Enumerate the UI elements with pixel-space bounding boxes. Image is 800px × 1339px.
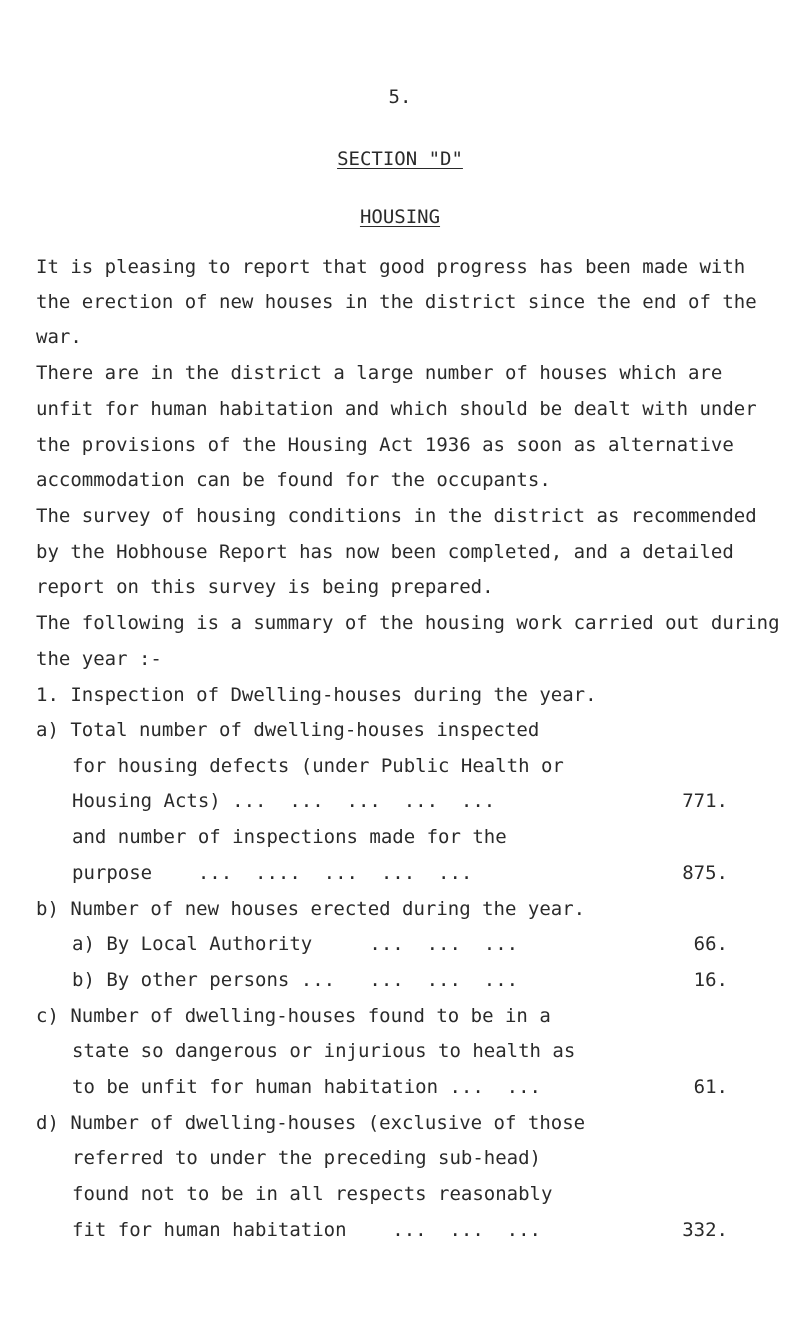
text-line: referred to under the preceding sub-head) bbox=[72, 1147, 541, 1169]
text-line: the provisions of the Housing Act 1936 as soon as alternative bbox=[36, 434, 734, 456]
summary-row bbox=[72, 790, 728, 816]
text-line: and number of inspections made for the bbox=[72, 826, 507, 848]
row-label: Housing Acts) ... ... ... ... ... bbox=[72, 790, 496, 812]
text-line: b) Number of new houses erected during the year. bbox=[36, 898, 586, 920]
row-value: 16. bbox=[693, 969, 728, 991]
text-line: found not to be in all respects reasonably bbox=[72, 1183, 553, 1205]
row-label: b) By other persons ... ... ... ... bbox=[72, 969, 519, 991]
inspection-heading: 1. Inspection of Dwelling-houses during the year. bbox=[36, 684, 597, 706]
summary-row bbox=[72, 862, 728, 888]
text-line: c) Number of dwelling-houses found to be in a bbox=[36, 1005, 551, 1027]
text-line: by the Hobhouse Report has now been completed, and a detailed bbox=[36, 541, 734, 563]
text-line: The survey of housing conditions in the district as recommended bbox=[36, 505, 757, 527]
text-line: The following is a summary of the housing work carried out during bbox=[36, 612, 780, 634]
row-label: to be unfit for human habitation ... ... bbox=[72, 1076, 541, 1098]
row-value: 66. bbox=[693, 933, 728, 955]
row-label: a) By Local Authority ... ... ... bbox=[72, 933, 519, 955]
text-line: accommodation can be found for the occupants. bbox=[36, 469, 551, 491]
text-line: state so dangerous or injurious to health as bbox=[72, 1040, 576, 1062]
section-title: SECTION "D" bbox=[337, 148, 463, 170]
text-line: the year :- bbox=[36, 648, 162, 670]
text-line: a) Total number of dwelling-houses inspected bbox=[36, 719, 540, 741]
row-label: purpose ... .... ... ... ... bbox=[72, 862, 473, 884]
row-label: fit for human habitation ... ... ... bbox=[72, 1219, 541, 1241]
row-value: 875. bbox=[682, 862, 728, 884]
housing-subtitle: HOUSING bbox=[359, 206, 441, 228]
text-line: It is pleasing to report that good progress has been made with bbox=[36, 256, 746, 278]
summary-row bbox=[72, 933, 728, 959]
text-line: unfit for human habitation and which should be dealt with under bbox=[36, 398, 757, 420]
text-line: There are in the district a large number of houses which are bbox=[36, 362, 723, 384]
row-value: 61. bbox=[693, 1076, 728, 1098]
summary-row bbox=[72, 1076, 728, 1102]
page-number: 5. bbox=[388, 86, 412, 108]
text-line: report on this survey is being prepared. bbox=[36, 576, 494, 598]
row-value: 771. bbox=[682, 790, 728, 812]
row-value: 332. bbox=[682, 1219, 728, 1241]
text-line: for housing defects (under Public Health or bbox=[72, 755, 564, 777]
text-line: war. bbox=[36, 326, 82, 348]
text-line: the erection of new houses in the district since the end of the bbox=[36, 291, 757, 313]
summary-row bbox=[72, 1219, 728, 1245]
text-line: d) Number of dwelling-houses (exclusive of those bbox=[36, 1112, 586, 1134]
summary-row bbox=[72, 969, 728, 995]
